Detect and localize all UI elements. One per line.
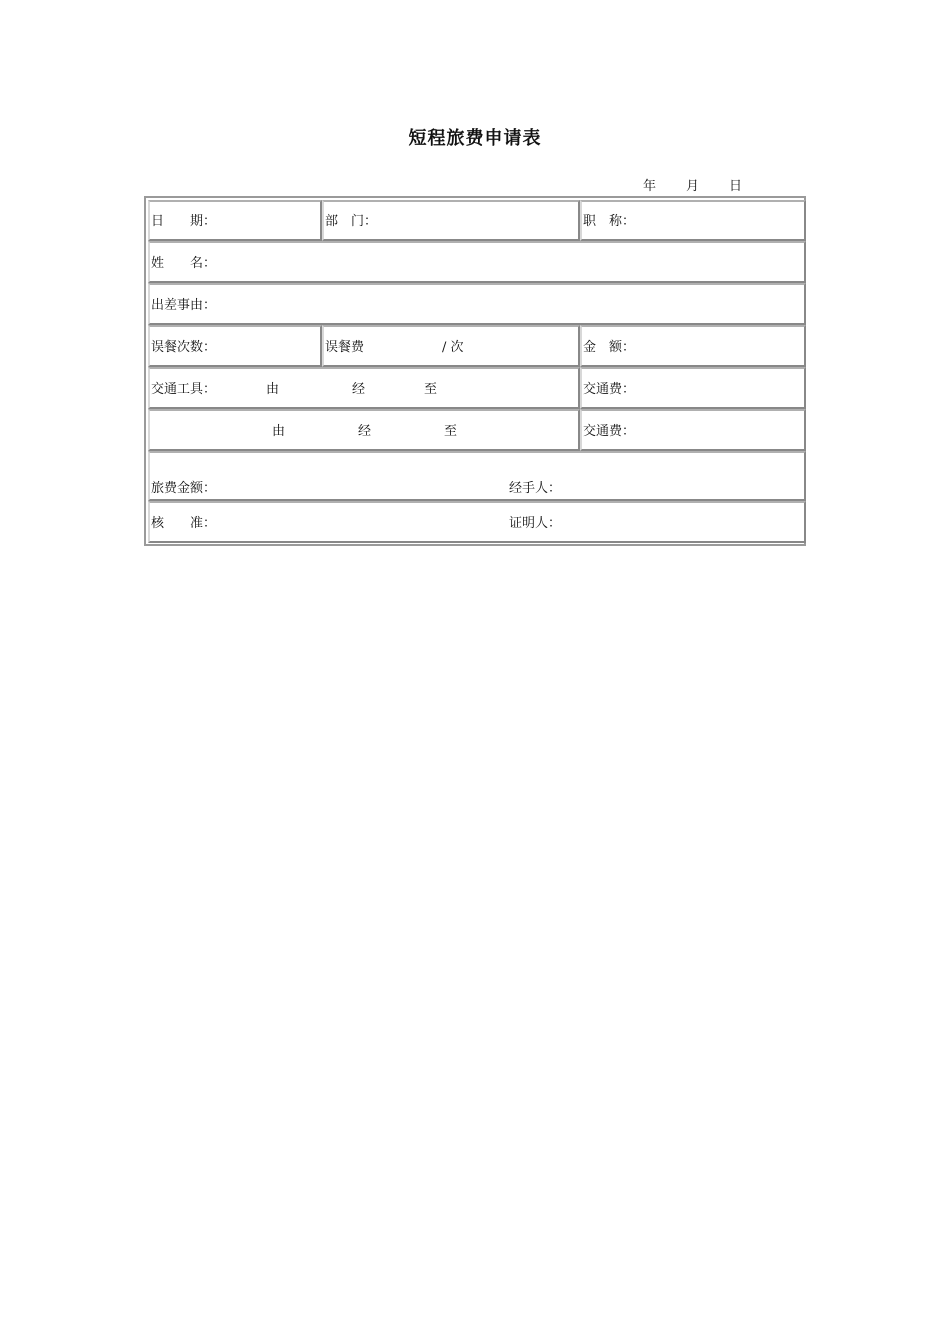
date-label: 日 期： (151, 214, 217, 229)
month-label: 月 (686, 179, 700, 194)
form-row-1 (148, 200, 802, 241)
handler-label: 经手人： (509, 481, 562, 496)
from-label-2: 由 (272, 424, 286, 439)
form-row-3 (148, 283, 802, 325)
department-label: 部 门： (325, 214, 378, 229)
transport-route-field[interactable] (148, 367, 580, 409)
transport-fee-label: 交通费： (583, 382, 636, 397)
name-label: 姓 名： (151, 256, 217, 271)
amount-label: 金 额： (583, 340, 636, 355)
form-title: 短程旅费申请表 (408, 128, 542, 149)
name-field[interactable] (148, 241, 806, 283)
form-row-4 (148, 325, 802, 367)
form-row-7 (148, 451, 802, 501)
approve-label: 核 准： (151, 516, 217, 531)
form-row-6 (148, 409, 802, 451)
day-label: 日 (729, 179, 743, 194)
from-label: 由 (266, 382, 280, 397)
date-header (643, 175, 742, 194)
meal-count-field[interactable] (148, 325, 322, 367)
per-time-label: / 次 (442, 340, 464, 355)
transport-label: 交通工具： (151, 382, 217, 397)
meal-count-label: 误餐次数： (151, 340, 217, 355)
total-handler-field[interactable] (148, 451, 806, 501)
travel-expense-form (144, 196, 806, 546)
total-amount-label: 旅费金额： (151, 481, 217, 496)
position-field[interactable] (580, 200, 806, 241)
meal-fee-label: 误餐费 (325, 340, 365, 355)
form-row-2 (148, 241, 802, 283)
transport-route-field-2[interactable] (148, 409, 580, 451)
reason-label: 出差事由： (151, 298, 217, 313)
reason-field[interactable] (148, 283, 806, 325)
to-label-2: 至 (444, 424, 458, 439)
amount-field[interactable] (580, 325, 806, 367)
via-label: 经 (352, 382, 366, 397)
department-field[interactable] (322, 200, 580, 241)
year-label: 年 (643, 179, 657, 194)
transport-fee-field[interactable] (580, 367, 806, 409)
form-row-8 (148, 501, 802, 543)
position-label: 职 称： (583, 214, 636, 229)
approve-witness-field[interactable] (148, 501, 806, 543)
transport-fee-label-2: 交通费： (583, 424, 636, 439)
witness-label: 证明人： (509, 516, 562, 531)
form-row-5 (148, 367, 802, 409)
to-label: 至 (424, 382, 438, 397)
via-label-2: 经 (358, 424, 372, 439)
meal-fee-field[interactable] (322, 325, 580, 367)
transport-fee-field-2[interactable] (580, 409, 806, 451)
date-field[interactable] (148, 200, 322, 241)
